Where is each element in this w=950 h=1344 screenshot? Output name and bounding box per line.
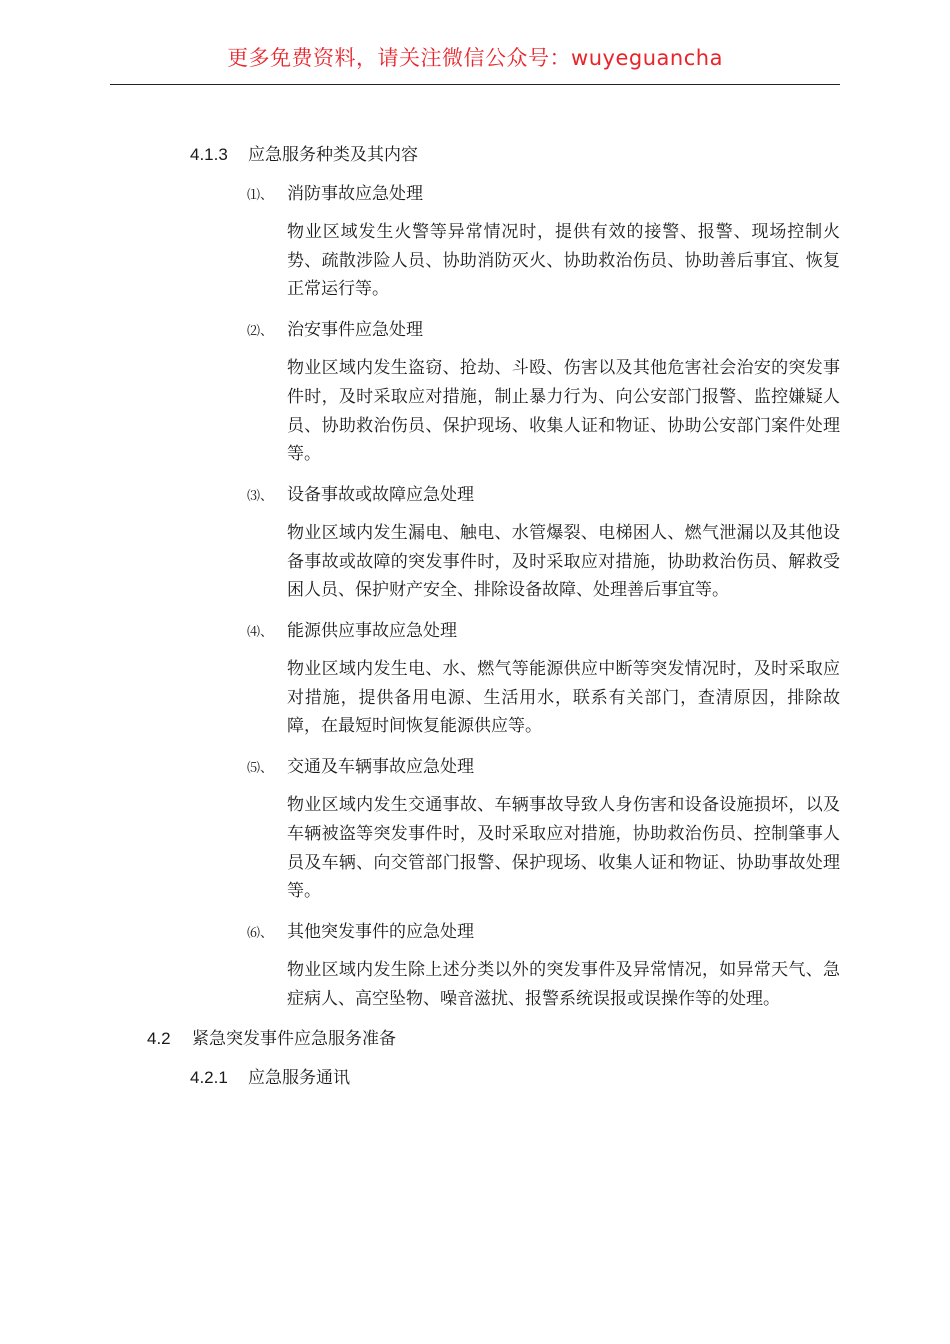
- list-item-paragraph: 物业区域内发生盗窃、抢劫、斗殴、伤害以及其他危害社会治安的突发事件时，及时采取应对措施，制止暴力行为、向公安部门报警、监控嫌疑人员、协助救治伤员、保护现场、收集人证和物证、协助公安部门案件处理等。: [287, 358, 840, 465]
- list-item-index: ⑸、: [247, 761, 274, 777]
- list-item-index: ⑹、: [247, 925, 274, 941]
- list-item-title: [247, 917, 950, 947]
- list-item-title: [247, 752, 950, 782]
- list-item-title: [247, 315, 950, 345]
- list-item-heading: 交通及车辆事故应急处理: [287, 757, 474, 778]
- list-item-heading: 消防事故应急处理: [287, 184, 423, 204]
- document-body: [0, 140, 950, 1102]
- section-heading-4-2: [147, 1024, 950, 1054]
- section-title: 紧急突发事件应急服务准备: [192, 1029, 396, 1050]
- list-item-paragraph: 物业区域发生火警等异常情况时，提供有效的接警、报警、现场控制火势、疏散涉险人员、协助消防灭火、协助救治伤员、协助善后事宜、恢复正常运行等。: [287, 222, 840, 300]
- list-item-heading: 治安事件应急处理: [287, 320, 423, 341]
- section-number: 4.2: [147, 1029, 171, 1049]
- list-item-index: ⑶、: [247, 488, 274, 504]
- section-number: 4.2.1: [190, 1068, 228, 1088]
- section-title: 应急服务通讯: [248, 1068, 350, 1089]
- list-item-title: [247, 616, 950, 646]
- list-item-title: [247, 480, 950, 510]
- list-item-heading: 设备事故或故障应急处理: [287, 484, 474, 505]
- section-number: 4.1.3: [190, 145, 228, 164]
- list-item-paragraph: 物业区域内发生除上述分类以外的突发事件及异常情况，如异常天气、急症病人、高空坠物、噪音滋扰、报警系统误报或误操作等的处理。: [287, 959, 840, 1009]
- list-item-index: ⑷、: [247, 625, 274, 641]
- section-heading-4-1-3: [190, 140, 950, 170]
- section-heading-4-2-1: [190, 1063, 950, 1093]
- list-item-paragraph: 物业区域内发生电、水、燃气等能源供应中断等突发情况时，及时采取应对措施，提供备用电源、生活用水，联系有关部门，查清原因，排除故障，在最短时间恢复能源供应等。: [287, 659, 840, 737]
- header-divider: [110, 84, 840, 85]
- list-item-index: ⑴、: [247, 188, 274, 203]
- list-item-paragraph: 物业区域内发生漏电、触电、水管爆裂、电梯困人、燃气泄漏以及其他设备事故或故障的突发事件时，及时采取应对措施，协助救治伤员、解救受困人员、保护财产安全、排除设备故障、处理善后事宜等。: [287, 522, 840, 601]
- header-banner: 更多免费资料，请关注微信公众号：wuyeguancha: [227, 46, 723, 70]
- list-item-title: [247, 179, 950, 209]
- list-item-paragraph: 物业区域内发生交通事故、车辆事故导致人身伤害和设备设施损坏，以及车辆被盗等突发事件时，及时采取应对措施，协助救治伤员、控制肇事人员及车辆、向交管部门报警、保护现场、收集人证和物证、协助事故处理等。: [287, 795, 840, 902]
- list-item-index: ⑵、: [247, 324, 274, 340]
- list-item-heading: 其他突发事件的应急处理: [287, 921, 474, 942]
- section-title: 应急服务种类及其内容: [248, 145, 418, 165]
- list-item-heading: 能源供应事故应急处理: [287, 621, 457, 642]
